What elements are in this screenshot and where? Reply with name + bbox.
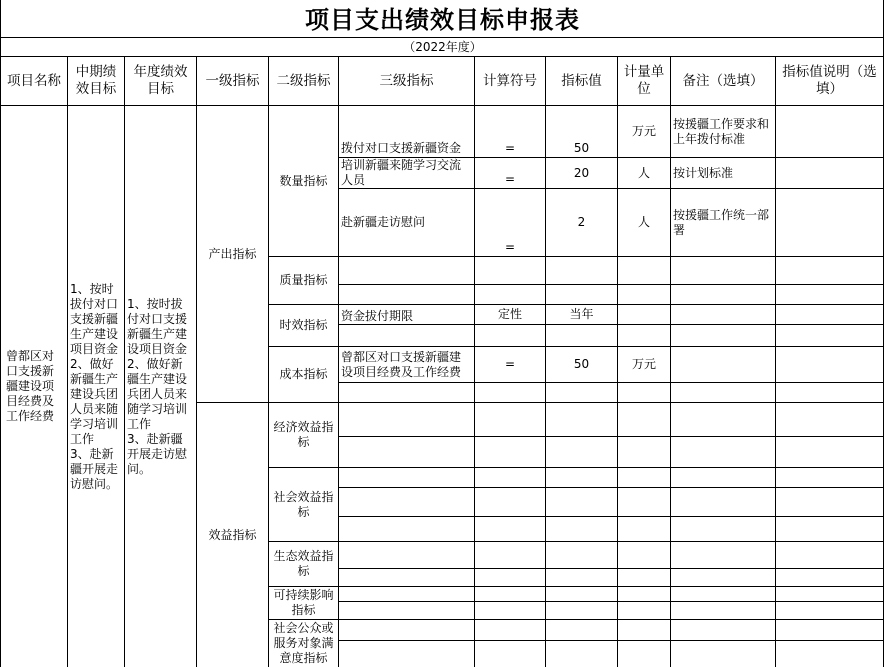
mid-term-goal: 1、按时拔付对口支援新疆生产建设项目资金 2、做好新疆生产建设兵团人员来随学习培训工作 3、赴新疆开展走访慰问。 (70, 281, 119, 491)
header-mid-term-goal: 中期绩效目标 (75, 64, 117, 97)
header-annual-goal: 年度绩效目标 (133, 64, 188, 97)
row-t1-value: 当年 (569, 307, 594, 321)
row-c1-unit: 万元 (631, 357, 656, 371)
row-q3-remark: 按援疆工作统一部署 (673, 207, 770, 237)
header-remarks: 备注（选填） (682, 72, 764, 89)
row-q1-value: 50 (573, 141, 590, 155)
row-q3-unit: 人 (637, 215, 650, 229)
form-year: （2022年度） (403, 40, 482, 54)
header-level3: 三级指标 (379, 72, 434, 89)
header-unit: 计量单位 (623, 64, 665, 97)
row-q3-symbol: = (504, 240, 516, 254)
header-level2: 二级指标 (276, 72, 331, 89)
row-t1-name: 资金拔付期限 (341, 309, 414, 323)
level2-timeliness: 时效指标 (279, 318, 328, 332)
row-t1-symbol: 定性 (497, 307, 522, 321)
level1-benefit: 效益指标 (208, 527, 257, 542)
row-q2-name: 培训新疆来随学习交流人员 (341, 158, 462, 187)
level2-ecological: 生态效益指标 (273, 549, 334, 578)
level2-quantity: 数量指标 (279, 173, 328, 188)
level2-economic: 经济效益指标 (273, 420, 334, 449)
row-c1-name: 曾都区对口支援新疆建设项目经费及工作经费 (341, 349, 462, 379)
row-q2-value: 20 (573, 165, 590, 180)
row-q3-name: 赴新疆走访慰问 (341, 215, 426, 229)
form-title: 项目支出绩效目标申报表 (305, 6, 580, 34)
row-q2-symbol: = (504, 172, 516, 186)
row-c1-value: 50 (573, 357, 590, 371)
row-q1-name: 拨付对口支援新疆资金 (341, 141, 462, 155)
level1-output: 产出指标 (208, 246, 257, 261)
row-q2-unit: 人 (637, 165, 650, 180)
header-index-value: 指标值 (561, 72, 602, 89)
level2-social: 社会效益指标 (273, 489, 334, 519)
row-q2-remark: 按计划标准 (673, 165, 734, 180)
level2-cost: 成本指标 (279, 367, 328, 381)
level2-satisfaction: 社会公众或服务对象满意度指标 (273, 621, 334, 665)
row-c1-symbol: = (504, 357, 516, 371)
header-project-name: 项目名称 (7, 72, 61, 89)
project-name: 曾都区对口支援新疆建设项目经费及工作经费 (6, 349, 55, 423)
header-value-note: 指标值说明（选填） (782, 64, 877, 97)
row-q1-remark: 按援疆工作要求和上年拨付标准 (673, 116, 770, 146)
row-q3-value: 2 (577, 215, 586, 229)
header-level1: 一级指标 (205, 72, 260, 89)
row-q1-symbol: = (504, 141, 516, 155)
level2-sustainable: 可持续影响指标 (273, 588, 334, 617)
level2-quality: 质量指标 (279, 273, 328, 287)
header-calc-symbol: 计算符号 (483, 72, 537, 89)
row-q1-unit: 万元 (631, 124, 656, 138)
annual-goal: 1、按时拔付对口支援新疆生产建设项目资金 2、做好新疆生产建设兵团人员来随学习培训工作 3、赴新疆开展走访慰问。 (127, 296, 188, 476)
